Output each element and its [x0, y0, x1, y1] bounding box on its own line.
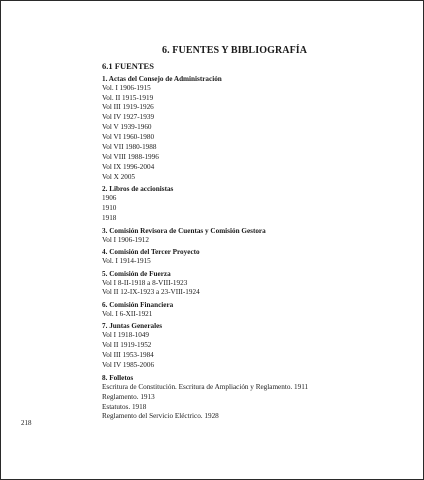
- list-item: Vol II 12-IX-1923 a 23-VIII-1924: [102, 288, 200, 297]
- list-item: Escritura de Constitución. Escritura de Ampliación y Reglamento. 1911: [102, 382, 309, 391]
- group-title: 7. Juntas Generales: [102, 322, 163, 331]
- group-accionistas: [102, 184, 417, 224]
- group-comision-financiera: [102, 300, 417, 320]
- list-item: Vol VII 1980-1988: [102, 143, 157, 152]
- group-tercer-proyecto: [102, 247, 417, 267]
- sources-content: [102, 61, 417, 422]
- list-item: Reglamento del Servicio Eléctrico. 1928: [102, 412, 219, 421]
- list-item: Vol X 2005: [102, 172, 136, 181]
- list-item: Vol IX 1996-2004: [102, 162, 155, 171]
- list-item: Vol II 1919-1952: [102, 341, 152, 350]
- list-item: Vol III 1953-1984: [102, 351, 154, 360]
- list-item: Vol I 1906-1912: [102, 235, 149, 244]
- list-item: Vol III 1919-1926: [102, 103, 154, 112]
- section-title: 6.1 FUENTES: [102, 61, 154, 71]
- group-folletos: [102, 373, 417, 423]
- list-item: Estatutos. 1918: [102, 402, 147, 411]
- list-item: Vol I 1918-1049: [102, 331, 149, 340]
- list-item: Vol. I 1906-1915: [102, 83, 151, 92]
- group-title: 3. Comisión Revisora de Cuentas y Comisión Gestora: [102, 226, 266, 235]
- list-item: 1910: [102, 204, 117, 213]
- group-comision-revisora: [102, 226, 417, 246]
- list-item: Vol. II 1915-1919: [102, 93, 154, 102]
- group-comision-fuerza: [102, 269, 417, 299]
- group-title: 5. Comisión de Fuerza: [102, 269, 171, 278]
- list-item: Reglamento. 1913: [102, 392, 155, 401]
- list-item: Vol VI 1960-1980: [102, 133, 155, 142]
- list-item: Vol IV 1985-2006: [102, 361, 155, 370]
- list-item: 1906: [102, 194, 117, 203]
- group-title: 8. Folletos: [102, 373, 134, 382]
- list-item: Vol. I 6-XII-1921: [102, 309, 153, 318]
- chapter-title: 6. FUENTES Y BIBLIOGRAFÍA: [162, 45, 308, 56]
- group-title: 2. Libros de accionistas: [102, 185, 174, 194]
- page-number: 218: [21, 419, 32, 427]
- list-item: 1918: [102, 214, 117, 223]
- list-item: Vol IV 1927-1939: [102, 113, 155, 122]
- group-title: 4. Comisión del Tercer Proyecto: [102, 248, 200, 257]
- list-item: Vol VIII 1988-1996: [102, 152, 159, 161]
- group-juntas-generales: [102, 321, 417, 371]
- list-item: Vol I 8-II-1918 a 8-VIII-1923: [102, 278, 188, 287]
- group-actas: [102, 74, 417, 183]
- group-title: 1. Actas del Consejo de Administración: [102, 74, 222, 83]
- group-title: 6. Comisión Financiera: [102, 300, 174, 309]
- list-item: Vol. I 1914-1915: [102, 257, 151, 266]
- list-item: Vol V 1939-1960: [102, 123, 152, 132]
